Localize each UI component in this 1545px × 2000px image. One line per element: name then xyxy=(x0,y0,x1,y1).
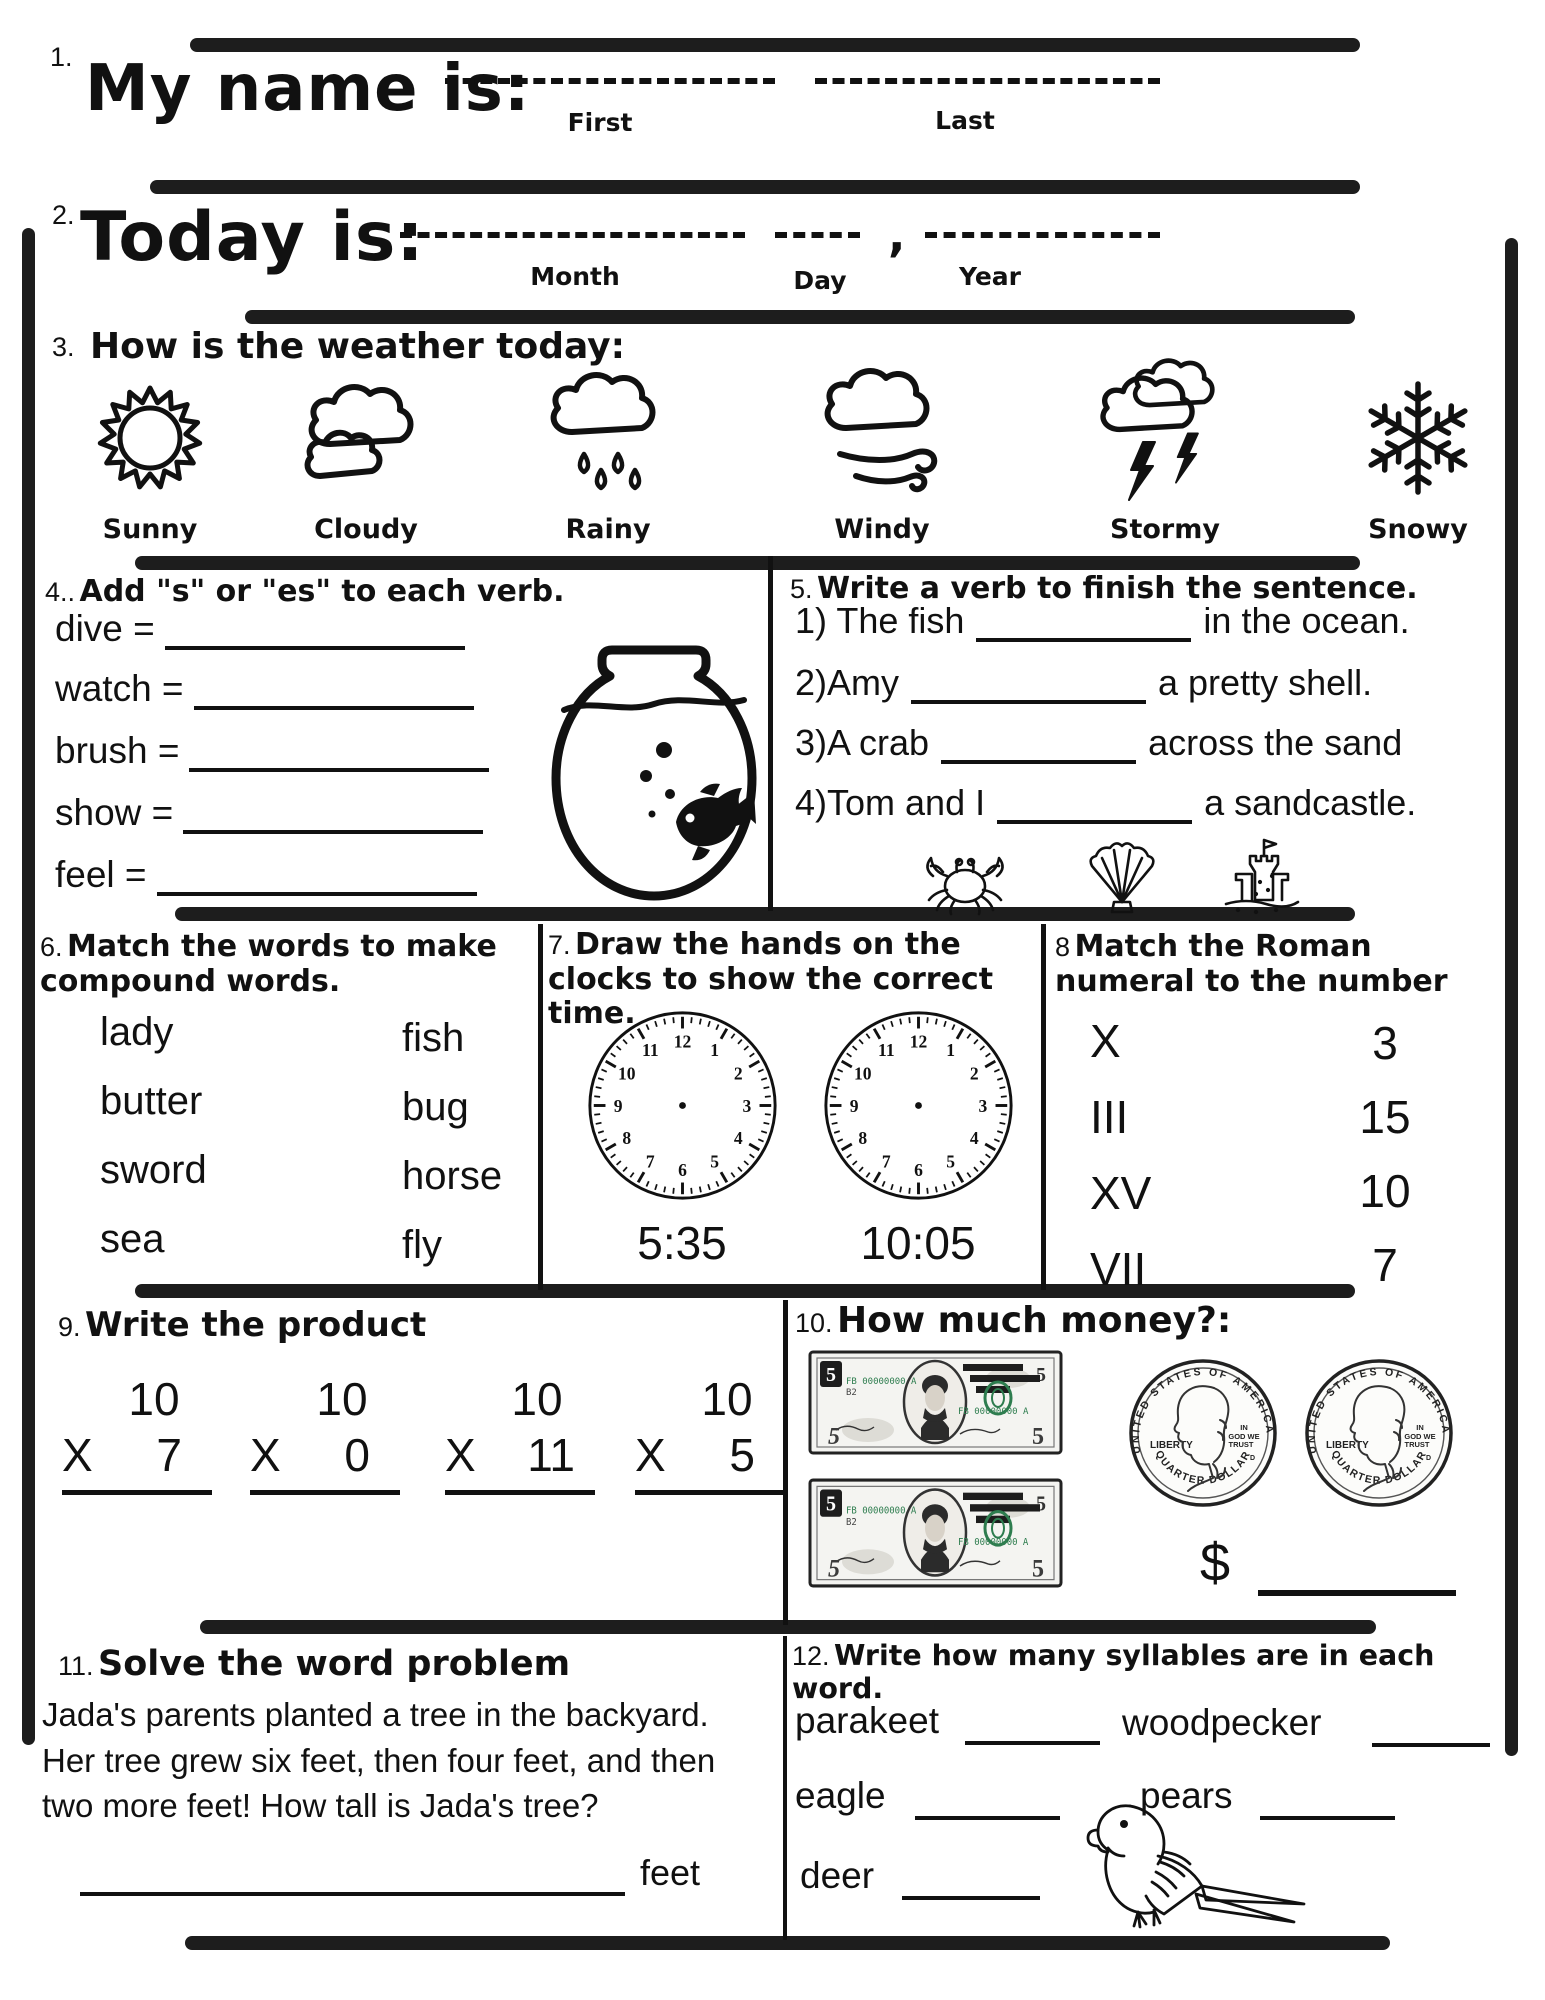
name-title: My name is: xyxy=(85,52,531,126)
section-number: 10. xyxy=(795,1308,833,1338)
verb-word: feel = xyxy=(55,854,147,895)
sentence-before: 1) The fish xyxy=(795,600,965,641)
multiplication-problem[interactable] xyxy=(62,1372,212,1495)
weather-label-stormy: Stormy xyxy=(1110,514,1220,545)
storm-cloud-icon xyxy=(1090,358,1240,513)
word-problem-heading xyxy=(58,1644,570,1684)
svg-text:6: 6 xyxy=(678,1160,687,1181)
svg-text:2: 2 xyxy=(969,1063,979,1084)
divider-bar xyxy=(175,907,1355,921)
match-word[interactable]: sword xyxy=(100,1148,207,1192)
svg-text:4: 4 xyxy=(969,1128,979,1149)
svg-text:7: 7 xyxy=(881,1151,891,1172)
weather-label-windy: Windy xyxy=(834,514,930,545)
multiplier: 0 xyxy=(344,1429,370,1481)
sentence-before: 3)A crab xyxy=(795,722,930,763)
verb-row xyxy=(55,792,505,834)
sentence-answer-field[interactable] xyxy=(976,608,1191,642)
roman-numeral-column xyxy=(1090,1014,1151,1296)
match-roman-numeral[interactable]: III xyxy=(1090,1091,1129,1143)
verb-row xyxy=(55,608,535,650)
sentence-after: across the sand xyxy=(1148,722,1403,763)
weather-option-stormy[interactable] xyxy=(1090,358,1240,513)
sentence-answer-field[interactable] xyxy=(911,670,1146,704)
verbs-title: Add "s" or "es" to each verb. xyxy=(79,574,565,609)
match-word[interactable]: horse xyxy=(402,1154,503,1198)
svg-text:10: 10 xyxy=(853,1063,872,1084)
svg-text:9: 9 xyxy=(849,1095,859,1116)
weather-label-cloudy: Cloudy xyxy=(314,514,418,545)
svg-text:9: 9 xyxy=(613,1095,623,1116)
crab-icon xyxy=(915,838,1015,916)
sun-icon xyxy=(75,358,225,513)
multiplicand: 10 xyxy=(128,1373,180,1425)
multiply-operator: X xyxy=(635,1429,666,1481)
divider-bar xyxy=(135,1284,1355,1298)
multiplier: 5 xyxy=(729,1429,755,1481)
svg-text:5: 5 xyxy=(946,1151,956,1172)
match-word[interactable]: fish xyxy=(402,1016,465,1060)
match-roman-numeral[interactable]: X xyxy=(1090,1015,1121,1067)
answer-line[interactable] xyxy=(635,1490,785,1495)
parakeet-icon xyxy=(1068,1796,1333,1936)
multiply-operator: X xyxy=(445,1429,476,1481)
date-title: Today is: xyxy=(80,198,425,277)
svg-text:8: 8 xyxy=(858,1128,868,1149)
verb-row xyxy=(55,668,535,710)
weather-label-sunny: Sunny xyxy=(102,514,198,545)
match-word[interactable]: fly xyxy=(402,1223,442,1267)
sentence-after: a sandcastle. xyxy=(1204,782,1417,823)
syllable-answer-field[interactable] xyxy=(1372,1707,1490,1747)
answer-line[interactable] xyxy=(62,1490,212,1495)
compound-heading xyxy=(40,930,510,999)
match-roman-numeral[interactable]: VII xyxy=(1090,1243,1147,1295)
verbs-heading xyxy=(45,575,745,610)
section-number: 4.. xyxy=(45,577,76,607)
syllable-answer-field[interactable] xyxy=(915,1780,1060,1820)
match-word[interactable]: lady xyxy=(100,1010,174,1054)
syllable-answer-field[interactable] xyxy=(965,1705,1100,1745)
clock-time-label: 10:05 xyxy=(860,1217,976,1269)
syllables-title: Write how many syllables are in each word. xyxy=(792,1639,1435,1705)
currency-symbol: $ xyxy=(1200,1533,1231,1593)
match-word[interactable]: sea xyxy=(100,1217,165,1261)
roman-title: Match the Roman numeral to the number xyxy=(1055,929,1448,999)
svg-text:11: 11 xyxy=(642,1040,659,1061)
syllable-word: deer xyxy=(800,1855,875,1896)
divider-bar xyxy=(190,38,1360,52)
divider-bar xyxy=(185,1936,1390,1950)
weather-option-rainy[interactable] xyxy=(533,358,683,513)
match-word[interactable]: bug xyxy=(402,1085,469,1129)
svg-text:1: 1 xyxy=(946,1040,956,1061)
sentence-answer-field[interactable] xyxy=(941,730,1136,764)
svg-text:3: 3 xyxy=(978,1095,988,1116)
money-title: How much money?: xyxy=(837,1300,1232,1341)
section-divider xyxy=(783,1636,787,1940)
section-divider xyxy=(768,556,773,911)
last-name-field[interactable] xyxy=(815,78,1160,84)
day-label: Day xyxy=(793,266,847,295)
verb-row xyxy=(55,854,535,896)
svg-text:12: 12 xyxy=(673,1031,692,1052)
match-number[interactable]: 7 xyxy=(1372,1239,1398,1291)
section-number: 12. xyxy=(792,1641,830,1671)
svg-text:8: 8 xyxy=(622,1128,632,1149)
word-problem-title: Solve the word problem xyxy=(97,1644,571,1684)
last-name-label: Last xyxy=(935,106,995,135)
first-name-label: First xyxy=(567,108,633,137)
verb-row xyxy=(55,730,535,772)
multiplication-problem[interactable] xyxy=(635,1372,785,1495)
svg-text:12: 12 xyxy=(909,1031,928,1052)
multiplicand: 10 xyxy=(316,1373,368,1425)
syllable-word: eagle xyxy=(795,1775,886,1816)
sentence-after: in the ocean. xyxy=(1203,600,1410,641)
rain-cloud-icon xyxy=(533,358,683,513)
clouds-icon xyxy=(291,358,441,513)
verb-word: watch = xyxy=(55,668,184,709)
sentence-after: a pretty shell. xyxy=(1158,662,1373,703)
five-dollar-bill-icon xyxy=(808,1350,1063,1455)
five-dollar-bill-icon xyxy=(808,1478,1063,1588)
svg-text:4: 4 xyxy=(733,1128,743,1149)
syllables-heading xyxy=(792,1640,1502,1706)
month-field[interactable] xyxy=(400,232,745,238)
verb-word: dive = xyxy=(55,608,155,649)
year-label: Year xyxy=(959,262,1021,291)
clock-face[interactable] xyxy=(821,1008,1016,1203)
roman-number-column xyxy=(1350,1016,1420,1292)
weather-label-rainy: Rainy xyxy=(565,514,651,545)
money-answer-field[interactable] xyxy=(1258,1538,1456,1596)
verb-answer-field[interactable] xyxy=(194,672,474,710)
section-number: 1. xyxy=(50,42,73,72)
sentence-row xyxy=(795,600,1410,642)
seashell-icon xyxy=(1072,836,1172,918)
sentences-title: Write a verb to finish the sentence. xyxy=(816,571,1418,606)
compound-title: Match the words to make compound words. xyxy=(40,929,497,999)
fishbowl-icon xyxy=(540,638,768,908)
roman-heading xyxy=(1055,930,1500,999)
section-number: 8 xyxy=(1055,932,1071,962)
svg-text:3: 3 xyxy=(742,1095,752,1116)
multiplicand: 10 xyxy=(701,1373,753,1425)
multiply-operator: X xyxy=(62,1429,93,1481)
word-problem-answer-field[interactable] xyxy=(80,1848,625,1896)
divider-bar xyxy=(135,556,1360,570)
verb-answer-field[interactable] xyxy=(165,612,465,650)
svg-text:6: 6 xyxy=(914,1160,923,1181)
verb-answer-field[interactable] xyxy=(183,796,483,834)
quarter-coin-icon xyxy=(1304,1358,1454,1508)
weather-option-sunny[interactable] xyxy=(75,358,225,513)
match-number[interactable]: 3 xyxy=(1372,1017,1398,1069)
fish-silhouette xyxy=(676,784,756,861)
multiplication-problem[interactable] xyxy=(445,1372,595,1495)
day-field[interactable] xyxy=(775,232,860,238)
svg-text:7: 7 xyxy=(645,1151,655,1172)
divider-bar xyxy=(200,1620,1376,1634)
wind-cloud-icon xyxy=(807,358,957,513)
section-divider xyxy=(538,924,543,1290)
verb-answer-field[interactable] xyxy=(189,734,489,772)
section-number: 2. xyxy=(52,200,75,230)
verb-word: brush = xyxy=(55,730,180,771)
snowflake-icon xyxy=(1343,358,1493,513)
section-number: 9. xyxy=(58,1312,81,1342)
compound-right-column xyxy=(402,1016,502,1268)
product-heading xyxy=(58,1306,426,1345)
match-roman-numeral[interactable]: XV xyxy=(1090,1167,1152,1219)
multiplication-problem[interactable] xyxy=(250,1372,400,1495)
quarter-coin-icon xyxy=(1128,1358,1278,1508)
multiplier: 11 xyxy=(527,1429,575,1481)
clock-face[interactable] xyxy=(585,1008,780,1203)
month-label: Month xyxy=(530,262,620,291)
weather-label-snowy: Snowy xyxy=(1368,514,1468,545)
sentence-row xyxy=(795,662,1372,704)
word-problem-unit: feet xyxy=(640,1852,701,1893)
svg-text:11: 11 xyxy=(878,1040,895,1061)
divider-bar xyxy=(150,180,1360,194)
svg-text:5: 5 xyxy=(710,1151,720,1172)
divider-bar xyxy=(245,310,1355,324)
syllable-word: parakeet xyxy=(795,1700,939,1741)
weather-option-windy[interactable] xyxy=(807,358,957,513)
syllable-word: woodpecker xyxy=(1122,1702,1322,1743)
sentence-before: 4)Tom and I xyxy=(795,782,986,823)
sentence-row xyxy=(795,722,1402,764)
answer-line[interactable] xyxy=(250,1490,400,1495)
verb-word: show = xyxy=(55,792,174,833)
sentence-row xyxy=(795,782,1416,824)
right-border xyxy=(1505,238,1518,1756)
first-name-field[interactable] xyxy=(445,78,775,84)
svg-text:10: 10 xyxy=(617,1063,636,1084)
section-number: 5. xyxy=(790,574,813,604)
product-title: Write the product xyxy=(84,1305,427,1345)
date-separator: , xyxy=(888,208,906,262)
left-border xyxy=(22,228,35,1745)
verb-answer-field[interactable] xyxy=(157,858,477,896)
multiply-operator: X xyxy=(250,1429,281,1481)
money-heading xyxy=(795,1300,1231,1341)
year-field[interactable] xyxy=(925,232,1160,238)
clocks-title: Draw the hands on the clocks to show the correct time. xyxy=(548,927,994,1031)
compound-left-column xyxy=(100,1010,207,1262)
svg-text:2: 2 xyxy=(733,1063,743,1084)
section-number: 7. xyxy=(548,930,571,960)
sentence-before: 2)Amy xyxy=(795,662,900,703)
section-number: 6. xyxy=(40,932,63,962)
section-number: 3. xyxy=(52,332,75,362)
weather-title: How is the weather today: xyxy=(90,326,626,367)
word-problem-text: Jada's parents planted a tree in the backyard. Her tree grew six feet, then four feet, and then two more feet! How tall is Jada's tree? xyxy=(42,1696,716,1825)
answer-line[interactable] xyxy=(445,1490,595,1495)
sandcastle-icon xyxy=(1212,830,1312,920)
match-number[interactable]: 15 xyxy=(1359,1091,1411,1143)
weather-option-snowy[interactable] xyxy=(1343,358,1493,513)
syllable-answer-field[interactable] xyxy=(902,1860,1040,1900)
section-divider xyxy=(1041,924,1046,1290)
multiplicand: 10 xyxy=(511,1373,563,1425)
section-number: 11. xyxy=(58,1651,94,1681)
clock-time-label: 5:35 xyxy=(637,1217,727,1269)
syllable-word: pears xyxy=(1140,1775,1233,1816)
multiplier: 7 xyxy=(156,1429,182,1481)
weather-option-cloudy[interactable] xyxy=(291,358,441,513)
svg-text:1: 1 xyxy=(710,1040,720,1061)
match-word[interactable]: butter xyxy=(100,1079,203,1123)
match-number[interactable]: 10 xyxy=(1359,1165,1411,1217)
sentence-answer-field[interactable] xyxy=(997,790,1192,824)
